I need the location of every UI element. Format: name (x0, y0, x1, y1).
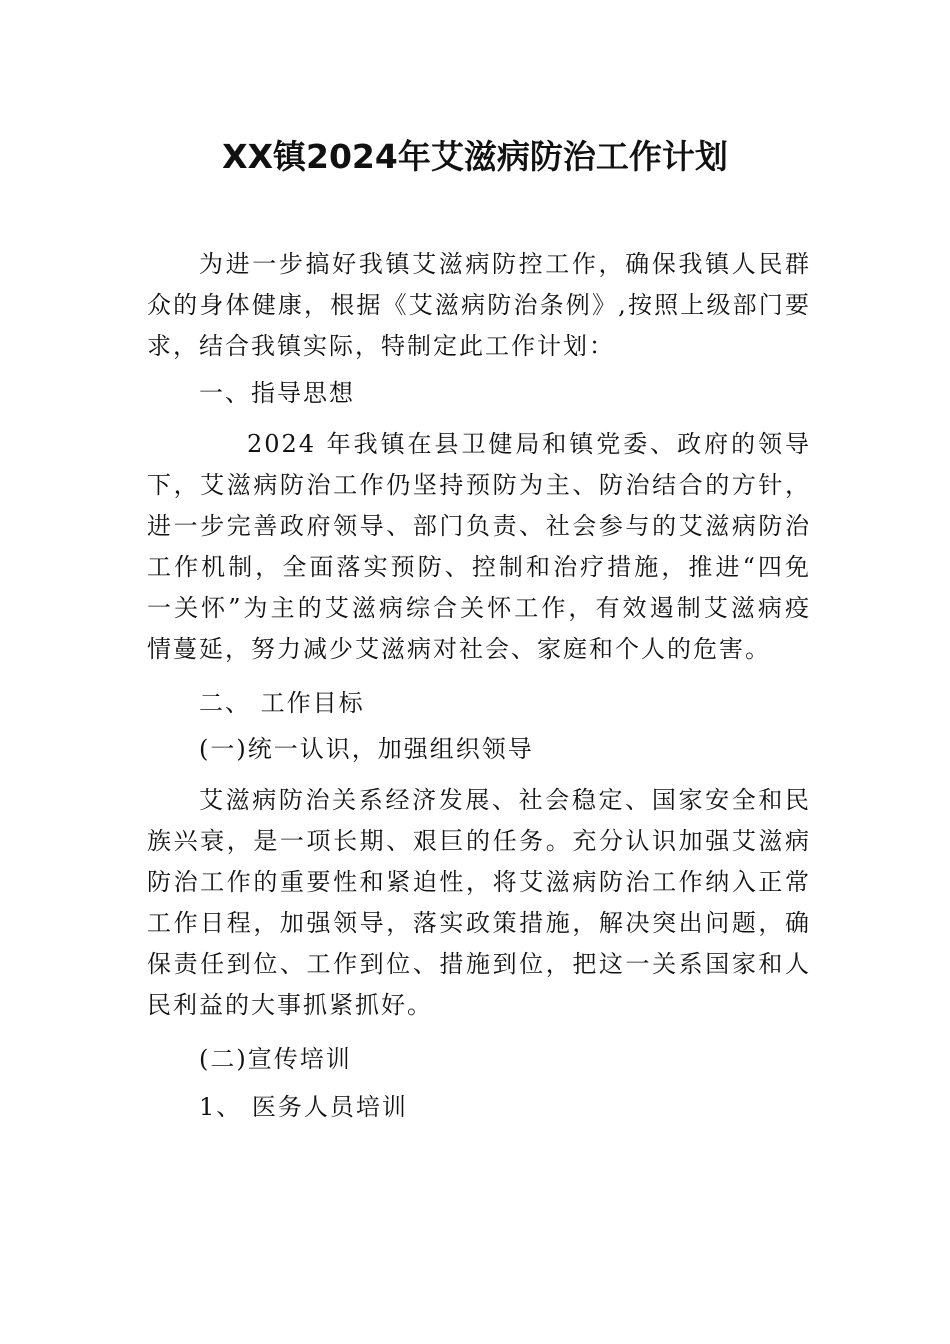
subsection-heading-publicity-training: (二)宣传培训 (199, 1045, 352, 1073)
guiding-ideology-paragraph: 2024 年我镇在县卫健局和镇党委、政府的领导下，艾滋病防治工作仍坚持预防为主、防治结合的方针，进一步完善政府领导、部门负责、社会参与的艾滋病防治工作机制，全面落实预防、控制和治疗措施，推进“四免一关怀”为主的艾滋病综合关怀工作，有效遏制艾滋病疫情蔓延，努力减少艾滋病对社会、家庭和个人的危害。 (147, 430, 811, 663)
unify-understanding-paragraph: 艾滋病防治关系经济发展、社会稳定、国家安全和民族兴衰，是一项长期、艰巨的任务。充分认识加强艾滋病防治工作的重要性和紧迫性，将艾滋病防治工作纳入正常工作日程，加强领导，落实政策措施，解决突出问题，确保责任到位、工作到位、措施到位，把这一关系国家和人民利益的大事抓紧抓好。 (147, 786, 811, 1019)
section-heading-guiding-ideology: 一、指导思想 (199, 379, 355, 407)
item-heading-medical-staff-training: 1、 医务人员培训 (199, 1093, 408, 1121)
section-heading-work-goals: 二、 工作目标 (199, 689, 365, 717)
document-title: XX镇2024年艾滋病防治工作计划 (222, 137, 728, 176)
intro-paragraph: 为进一步搞好我镇艾滋病防控工作，确保我镇人民群众的身体健康，根据《艾滋病防治条例》,按照上级部门要求，结合我镇实际，特制定此工作计划： (147, 250, 811, 360)
subsection-heading-unify-understanding: (一)统一认识，加强组织领导 (199, 735, 534, 763)
